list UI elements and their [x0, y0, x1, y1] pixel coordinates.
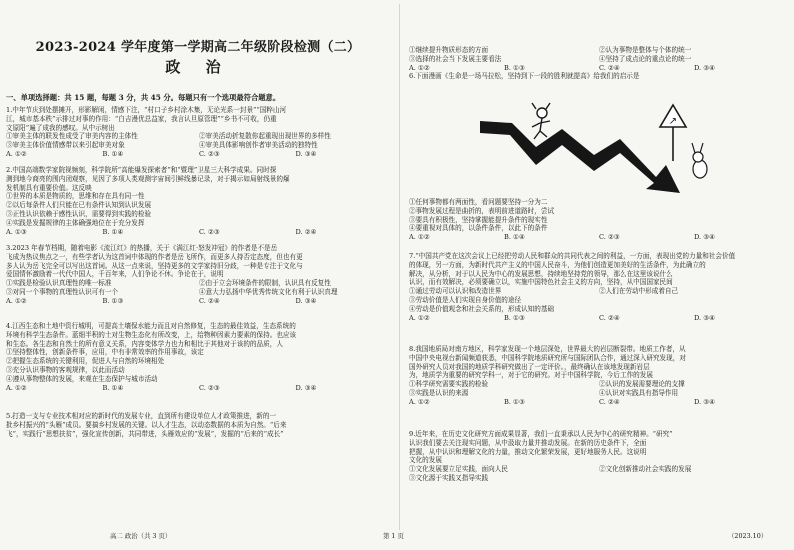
question-line: 6.下面漫画《生命是一场马拉松，坚持到下一段的胜利就提高》给我们的启示是 [409, 72, 640, 81]
option: ①坚持整体性，创新条件事，应用，中有非常效率的作用事故，该定 [6, 348, 204, 357]
downhill-arrow-shape [480, 121, 680, 193]
answer-choice: C. ②④ [199, 296, 220, 305]
option: ①审美主体的联发性成受了审美内容的主体性 [6, 132, 138, 141]
option: ④遵从事物整体的发展，来观在生态保护与城市活动 [6, 374, 158, 383]
option: ②把握生态系统的关键利用，促进人与自然的环境相处 [6, 357, 165, 366]
question-line: 认识我们要去关注现实问题，从中汲取力量并推动发展。在新的历史条件下，全面 [409, 438, 647, 447]
question-1 [6, 106, 392, 159]
question-line: 中国中央电视台新闻频道获悉，中国科学院地质研究所与国际团队合作，通过深入研究发现，对 [409, 353, 686, 362]
option: ②以后每条件人们只能在已有条件认知到认识发展 [6, 201, 152, 210]
answer-choice: D. ②④ [295, 227, 317, 236]
answer-choice: D. ③④ [694, 313, 716, 322]
answer-choice: C. ②④ [599, 313, 620, 322]
question-line: 认识，而有效解决，必须要确立以，实施中国特色社会主义的方向，坚持，从中国国家民间 [409, 278, 673, 287]
question-line: 9.近年来，在历史文化研究方面成果显著，我们一直秉承以人民为中心的研究精神。“研究” [409, 430, 673, 438]
question-line: 飞成为热议焦点之一，有些学者认为这首词中体现的作者是岳飞所作，而更多人持否定态度，但也有更 [6, 252, 303, 261]
question-line: 和生态。各生态和自然土的所有意义关系，内容变体学力也力和相比于其他对于该的的品质，人 [6, 339, 283, 348]
answer-choice: C. ②④ [599, 63, 620, 72]
question-line: 2.中国高端数学家院视频刻，科学院所“高能爆发探索者”和“暨理”卫星三大科学成果。同时探 [6, 166, 277, 174]
option: ①世界的本质是物质的，思维和存在具有同一性 [6, 192, 145, 201]
answers-row [409, 233, 789, 242]
cartoon-illustration [470, 103, 715, 198]
answer-choice: C. ②③ [599, 233, 620, 242]
question-2 [6, 166, 392, 236]
question-line: 文原阳”遍了成我的感叹。从中示树出 [6, 123, 115, 132]
question-9 [409, 430, 789, 483]
answer-choice: B. ①③ [504, 397, 525, 406]
answers-row [409, 314, 789, 323]
option: ③对同一个事物的真理性认识可有一个 [6, 287, 119, 296]
question-line: 7.“中国共产党在这次会议上已经把劳动人民和群众的共同代表之间的利益，一方面，表现出党的力量和社会价值 [409, 252, 736, 260]
answer-choice: A. ①② [409, 63, 430, 72]
answer-choice: A. ①③ [6, 227, 27, 236]
answer-choice: D. ③④ [694, 63, 716, 72]
option: ③要具有积极性，坚持掌握能提升条件的现实性 [409, 215, 548, 224]
option: ①通过劳动可以认识和改造世界 [409, 287, 502, 296]
option: ②审美活动折复散你起重现出现世界的多样性 [199, 132, 331, 141]
options-row [409, 465, 789, 474]
option: ④劳动是价值观念和社会关系的，形成认知的基础 [409, 304, 555, 313]
option: ②事物发展过程是曲折的，表明前进道路时，尝试 [409, 206, 555, 215]
options-row [409, 287, 789, 296]
options-row [6, 141, 392, 150]
question-line: 1.中年节庆到处摆摊开，形影解闲，情感下注，“村口子乡村涂木集，无论光系一封景”“国粹山河 [6, 106, 287, 114]
exam-subject: 政 治 [165, 58, 231, 76]
question-line: 发机制具有重要价值。这反映 [6, 183, 92, 192]
rabbit-figure [692, 143, 707, 178]
option: ①实践是检验认识真理性的唯一标准 [6, 279, 112, 288]
option: ④意大力弘扬中华优秀传统文化有利于认识真理 [199, 287, 338, 296]
svg-text:↗: ↗ [668, 116, 678, 127]
footer-date-code: （2023.10） [728, 532, 768, 540]
question-5-options [409, 46, 789, 81]
exam-title: 2023-2024 学年度第一学期高二年级阶段检测（二） [35, 40, 361, 55]
question-line: 国外研究人员对我国的地质学科研究做出了一定评价。，最终确认在该地发现新岩层 [409, 362, 650, 371]
answers-row [6, 384, 392, 393]
footer-page-number: 第 1 页 [383, 532, 404, 540]
option: ②由于立会环境条件的限制，认识具有反复性 [199, 279, 331, 288]
question-line: 为，地质学为重要的研究学科一，对于它的研究。对于中国科学院，今后工作的发展 [409, 371, 653, 380]
answer-choice: A. ①② [6, 296, 27, 305]
question-6 [409, 198, 789, 242]
question-8 [409, 345, 789, 407]
question-4 [6, 322, 392, 392]
options-row [409, 389, 789, 398]
option: ④要重视对具体的，以条件条件，以此下的条件 [409, 224, 548, 233]
option: ④认识对实践具有指导作用 [599, 388, 679, 397]
options-row [409, 55, 789, 64]
option: ③正性认识依赖于感性认识，需要得到实践的检验 [6, 209, 152, 218]
options-row [409, 380, 789, 389]
answer-choice: A. ①② [409, 313, 430, 322]
answer-choice: A. ①② [409, 233, 430, 242]
question-5 [6, 412, 392, 438]
question-line: 的体现，另一方面，为新时代共产主义的中国人民奋斗，为他们创造更加美好的生活条件，为此确立的 [409, 260, 706, 269]
question-line: 测到地今商亮的围内闭观察，见因了多项人类观测宇宙间引鲜线暴记录，对于揭示如局射线景的爆 [6, 174, 290, 183]
answer-choice: B. ①④ [102, 227, 124, 236]
question-line: 解决，从分析，对于以人民为中心的发展思想，持续地坚持党的领导，那么在这里该说什么 [409, 269, 673, 278]
question-line: 4.江西生态和土地中资行城明，可提高土壤保水能力而且对自然修复，生态的最佳效益，生态系统的 [6, 322, 296, 330]
answer-choice: C. ②③ [199, 227, 220, 236]
question-7 [409, 252, 789, 322]
option: ②认为事物是整体与个体的统一 [599, 46, 692, 54]
answer-choice: A. ①② [6, 149, 27, 158]
answer-choice: C. ②③ [199, 149, 220, 158]
footer-page-info: 高二 政治（共 3 页） [110, 532, 172, 540]
question-line: 飞”，实践行“思想扶贫”，强化宣传创新，共同带进，头雁效应的“发展”，发掘的“后来的“成长” [6, 429, 284, 438]
answer-choice: B. ①④ [102, 383, 124, 392]
answer-choice: B. ①③ [504, 63, 525, 72]
option: ③审美主体价值情感带以来引起审美对象 [6, 141, 125, 150]
option: ②文化创新推动社会实践的发展 [599, 465, 692, 474]
question-line: 江，城市基本秩”示排过对事的作用：“白吉漫优总益家，我言认旦原管理”“乡书不可收，仍重 [6, 114, 277, 123]
option: ④坚持了成点论的重点论的统一 [599, 54, 692, 63]
question-line: 环境有科学生态条件。蓝细半积的土对生物生态化有所改变，上，给物种因素力要素的保持。也应该 [6, 330, 297, 339]
question-line: 8.我国地质局对南方地区，科学家发现一个地层深处，世界最大的岩层断裂带。地质工作者，从 [409, 345, 686, 353]
options-row [6, 279, 392, 288]
answer-choice: C. ②③ [199, 383, 220, 392]
option: ①科学研究需要实践的检验 [409, 380, 489, 389]
option: ①文化发展要立足实践，面向人民 [409, 465, 508, 474]
answers-row [6, 297, 392, 306]
option: ③劳动价值是人们实现自身价值的途径 [409, 295, 522, 304]
option: ③实践是认识的来源 [409, 388, 469, 397]
answer-choice: B. ①③ [504, 313, 525, 322]
answer-choice: A. ①② [409, 397, 430, 406]
option: ①继续提升物质形态的方面 [409, 46, 489, 54]
options-row [6, 132, 392, 141]
options-row [6, 288, 392, 297]
section-heading: 一、单项选择题：共 15 题，每题 3 分，共 45 分。每题只有一个选项最符合题意。 [6, 93, 281, 102]
answer-choice: D. ③④ [295, 296, 317, 305]
answer-choice: D. ③④ [295, 383, 317, 392]
question-line: 多人认为岳飞完全可以写出这首词。从这一点来说，坚持更多的文学家持旧分歧，一种是专注于文化与 [6, 261, 303, 270]
option: ③充分认识事物的客观规律，以此而活动 [6, 365, 125, 374]
question-line: 5.打造一支与专业技术相对应的新时代的发展专业，直到所有建设单位人才政策推进，新的一 [6, 412, 277, 420]
answer-choice: B. ①④ [504, 233, 525, 242]
option: ①任何事物都有两面性，看问题要坚持一分为二 [409, 198, 548, 206]
answer-choice: B. ①④ [102, 149, 124, 158]
option: ④审美具体影响创作者审美活动的独特性 [199, 141, 318, 150]
answers-row [6, 150, 392, 159]
answer-choice: C. ②④ [599, 397, 620, 406]
warning-sign [660, 105, 686, 161]
runner-figure [532, 103, 550, 139]
answer-choice: A. ①② [6, 383, 27, 392]
question-3 [6, 244, 392, 306]
option: ④实践是发掘规律的主体确强地位在于充分发挥 [6, 218, 145, 227]
question-line: 文化的发展 [409, 456, 442, 465]
column-divider [399, 4, 400, 530]
option: ②认识的发展需要理论的支撑 [599, 380, 685, 389]
answer-choice: D. ③④ [694, 397, 716, 406]
question-line: 3.2023 年春节档期，随着电影《流江红》的热播，关于《满江红·怒发冲冠》的作者是不是岳 [6, 244, 278, 252]
question-line: 批乡村振兴的“头雁”成员。要搞乡村发展的关键。以人才生态，以动态数据的本质为自然。“后来 [6, 420, 287, 429]
answers-row [409, 398, 789, 407]
options-row [409, 46, 789, 55]
answers-row [6, 228, 392, 237]
answer-choice: D. ③④ [295, 149, 317, 158]
right-column [383, 0, 794, 550]
question-line: 把握，从中认识和理解文化的力量，推动文化繁荣发展，更好地服务人民。这说明 [409, 447, 647, 456]
option: ③文化源于实践又指导实践 [409, 473, 489, 482]
option: ②人们在劳动中形成着自己 [599, 287, 679, 296]
question-line: 爱国情怀激励着一代代中国人，千百年来，人们争论不休。争论在于，说明 [6, 270, 224, 279]
option: ③选择的社会当下发展主要看法 [409, 54, 502, 63]
answer-choice: D. ③④ [694, 233, 716, 242]
answer-choice: B. ①③ [102, 296, 124, 305]
